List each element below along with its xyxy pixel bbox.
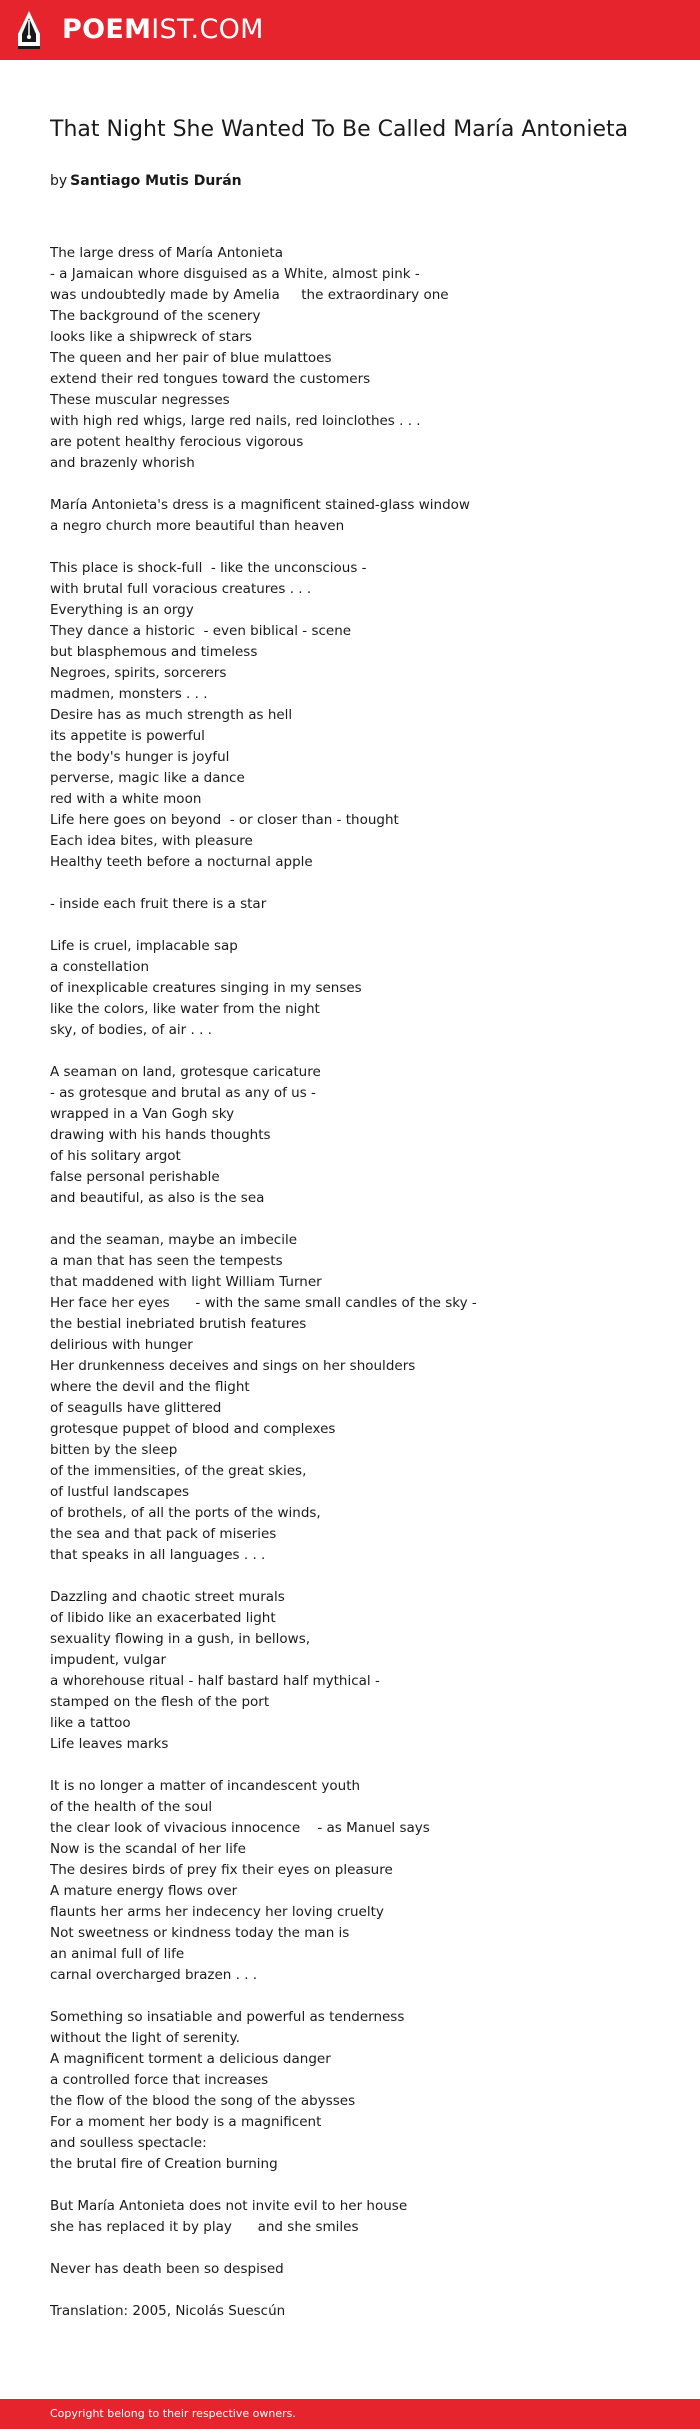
poem-line: the brutal fire of Creation burning [50,2156,278,2172]
stanza-break [50,2238,670,2259]
poem-line: like a tattoo [50,1715,131,1731]
poem-line: but blasphemous and timeless [50,644,258,660]
poem-line: a man that has seen the tempests [50,1253,283,1269]
poem-line: Desire has as much strength as hell [50,707,293,723]
stanza-break [50,537,670,558]
poem-line: stamped on the flesh of the port [50,1694,270,1710]
poem-line: and beautiful, as also is the sea [50,1190,265,1206]
site-header [0,0,700,60]
poem-line: are potent healthy ferocious vigorous [50,434,304,450]
poem-line: Not sweetness or kindness today the man is [50,1925,350,1941]
poem-line: was undoubtedly made by Amelia the extraordinary one [50,287,449,303]
poem-line: delirious with hunger [50,1337,193,1353]
poem-line: Each idea bites, with pleasure [50,833,253,849]
poem-line: A seaman on land, grotesque caricature [50,1064,321,1080]
poem-line: and the seaman, maybe an imbecile [50,1232,298,1248]
poem-line: of libido like an exacerbated light [50,1610,276,1626]
poem-line: without the light of serenity. [50,2030,240,2046]
poem-line: The desires birds of prey fix their eyes on pleasure [50,1862,393,1878]
poem-line: It is no longer a matter of incandescent youth [50,1778,361,1794]
poem-line: she has replaced it by play and she smiles [50,2219,359,2235]
poem-line: of lustful landscapes [50,1484,190,1500]
poem-line: Never has death been so despised [50,2261,284,2277]
poem-line: extend their red tongues toward the customers [50,371,371,387]
poem-line: A magnificent torment a delicious danger [50,2051,331,2067]
poem-line: the flow of the blood the song of the abysses [50,2093,356,2109]
poem-line: The queen and her pair of blue mulattoes [50,350,332,366]
poem-line: Now is the scandal of her life [50,1841,246,1857]
poem-line: Everything is an orgy [50,602,194,618]
poem-line: of his solitary argot [50,1148,181,1164]
poem-line: María Antonieta's dress is a magnificent stained-glass window [50,497,470,513]
poem-line: red with a white moon [50,791,202,807]
stanza-break [50,1986,670,2007]
poem-line: of inexplicable creatures singing in my senses [50,980,362,996]
site-footer [0,2399,700,2429]
poem-line: Her face her eyes - with the same small candles of the sky - [50,1295,477,1311]
poem-line: a constellation [50,959,150,975]
stanza-break [50,1755,670,1776]
poem-line: These muscular negresses [50,392,230,408]
poem-line: the clear look of vivacious innocence - as Manuel says [50,1820,430,1836]
poem-body [50,243,670,2322]
poem-line: the body's hunger is joyful [50,749,230,765]
poem-line: flaunts her arms her indecency her loving cruelty [50,1904,384,1920]
poem-line: Negroes, spirits, sorcerers [50,665,227,681]
poem-line: an animal full of life [50,1946,185,1962]
poem-line: impudent, vulgar [50,1652,167,1668]
poem-line: The large dress of María Antonieta [50,245,284,261]
poem-title: That Night She Wanted To Be Called María Antonieta [50,117,629,142]
poem-line: They dance a historic - even biblical - scene [50,623,352,639]
poem-line: like the colors, like water from the night [50,1001,320,1017]
poem-line: a controlled force that increases [50,2072,269,2088]
poem-line: that maddened with light William Turner [50,1274,322,1290]
poem-line: sexuality flowing in a gush, in bellows, [50,1631,311,1647]
stanza-break [50,1209,670,1230]
poem-line: and brazenly whorish [50,455,195,471]
poem-line: drawing with his hands thoughts [50,1127,271,1143]
poem-line: perverse, magic like a dance [50,770,245,786]
poem-line: with brutal full voracious creatures . . . [50,581,312,597]
stanza-break [50,873,670,894]
poem-line: But María Antonieta does not invite evil to her house [50,2198,408,2214]
poem-line: looks like a shipwreck of stars [50,329,252,345]
poem-line: of the immensities, of the great skies, [50,1463,307,1479]
stanza-break [50,915,670,936]
pen-nib-icon[interactable] [16,10,42,50]
poem-line: Dazzling and chaotic street murals [50,1589,285,1605]
poem-line: Her drunkenness deceives and sings on her shoulders [50,1358,416,1374]
stanza-break [50,1566,670,1587]
logo-light-text: IST.COM [151,14,264,45]
poem-line: a whorehouse ritual - half bastard half mythical - [50,1673,380,1689]
poem-line: carnal overcharged brazen . . . [50,1967,258,1983]
by-label: by [50,173,68,189]
poem-line: sky, of bodies, of air . . . [50,1022,212,1038]
poem-line: - a Jamaican whore disguised as a White, almost pink - [50,266,420,282]
poem-line: and soulless spectacle: [50,2135,207,2151]
copyright-notice: Copyright belong to their respective owners. [50,2407,296,2420]
poem-line: the sea and that pack of miseries [50,1526,277,1542]
poem-line: Life leaves marks [50,1736,169,1752]
poem-line: false personal perishable [50,1169,220,1185]
poem-line: For a moment her body is a magnificent [50,2114,322,2130]
poem-line: its appetite is powerful [50,728,205,744]
stanza-break [50,2175,670,2196]
poem-line: where the devil and the flight [50,1379,250,1395]
poem-line: a negro church more beautiful than heaven [50,518,345,534]
poem-line: A mature energy flows over [50,1883,238,1899]
poem-line: Something so insatiable and powerful as tenderness [50,2009,405,2025]
poem-line: madmen, monsters . . . [50,686,208,702]
byline [50,172,242,190]
poem-line: grotesque puppet of blood and complexes [50,1421,336,1437]
poem-line: of seagulls have glittered [50,1400,222,1416]
author-name: Santiago Mutis Durán [70,173,242,189]
poem-line: Life here goes on beyond - or closer than - thought [50,812,399,828]
poem-line: wrapped in a Van Gogh sky [50,1106,235,1122]
stanza-break [50,1041,670,1062]
poem-line: that speaks in all languages . . . [50,1547,266,1563]
stanza-break [50,2280,670,2301]
poem-line: This place is shock-full - like the unconscious - [50,560,367,576]
poem-line: - as grotesque and brutal as any of us - [50,1085,316,1101]
poem-line: Translation: 2005, Nicolás Suescún [50,2303,286,2319]
poem-line: - inside each fruit there is a star [50,896,267,912]
stanza-break [50,474,670,495]
poem-line: bitten by the sleep [50,1442,178,1458]
poem-line: of brothels, of all the ports of the winds, [50,1505,321,1521]
poem-line: the bestial inebriated brutish features [50,1316,307,1332]
poem-line: The background of the scenery [50,308,261,324]
site-logo[interactable] [62,13,264,47]
poem-line: of the health of the soul [50,1799,213,1815]
poem-line: Healthy teeth before a nocturnal apple [50,854,313,870]
poem-line: with high red whigs, large red nails, red loinclothes . . . [50,413,421,429]
poem-line: Life is cruel, implacable sap [50,938,238,954]
logo-bold-text: POEM [62,14,152,45]
